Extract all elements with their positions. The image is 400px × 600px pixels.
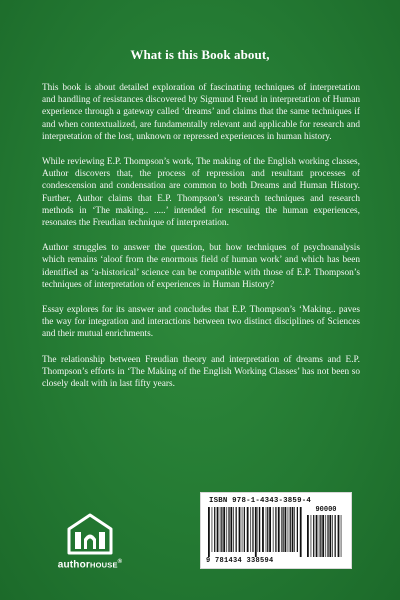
barcode-bar xyxy=(250,507,251,552)
ean-barcode-bars xyxy=(208,507,302,557)
barcode-bar xyxy=(247,507,249,552)
barcode-bar xyxy=(252,507,253,552)
publisher-name-part1: author xyxy=(57,559,90,571)
barcode-bar xyxy=(313,515,314,557)
barcode-bar xyxy=(220,507,221,552)
barcode-bar xyxy=(228,507,229,552)
cover-heading: What is this Book about, xyxy=(130,47,270,62)
barcode-bar xyxy=(281,507,282,552)
barcode-bar xyxy=(244,507,245,552)
barcode-bar xyxy=(242,507,243,552)
barcode-bar xyxy=(236,507,237,552)
barcode-bar xyxy=(297,507,298,552)
barcode-bar xyxy=(338,515,340,557)
barcode-bar xyxy=(230,507,232,552)
publisher-logo xyxy=(40,513,140,570)
barcode-bar xyxy=(290,507,291,552)
barcode-bar xyxy=(275,507,276,552)
barcode-bar xyxy=(262,507,264,552)
barcode-bar xyxy=(269,507,271,552)
isbn-text: ISBN 978-1-4343-3859-4 xyxy=(209,497,311,505)
registered-mark: ® xyxy=(117,559,123,565)
synopsis-paragraph-4: Essay explores for its answer and concludes that E.P. Thompson’s ‘Making.. paves the way for integration and interactions between two distinct disciplines of Sciences and their mutual enrichments. xyxy=(42,305,360,340)
barcode-bar xyxy=(322,515,324,557)
barcode-bar xyxy=(325,515,326,557)
barcode-bar xyxy=(288,507,289,552)
barcode-bar xyxy=(311,515,312,557)
barcode-bar xyxy=(214,507,215,552)
barcode-bar xyxy=(258,507,259,552)
barcode-bar xyxy=(255,507,257,557)
isbn-barcode xyxy=(200,492,352,569)
barcode-bar xyxy=(316,515,318,557)
barcode-bar xyxy=(217,507,219,552)
publisher-name xyxy=(40,559,140,570)
barcode-bar xyxy=(267,507,268,552)
barcode-bar xyxy=(266,507,267,552)
barcode-bar xyxy=(319,515,320,557)
barcode-bar xyxy=(320,515,321,557)
synopsis-paragraph-1: This book is about detailed exploration of fascinating techniques of interpretation and handling of resistances discovered by Sigmund Freud in interpretation of Human experience through a gateway called ‘dreams’ and claims that the same techniques if and when contextualized, are fundamentally relevant and applicable for research and interpretation of the lost, unknown or repressed experiences in human history. xyxy=(42,83,360,142)
barcode-bar xyxy=(327,515,328,557)
synopsis-paragraph-3: Author struggles to answer the question, but how techniques of psychoanalysis which remains ‘aloof from the enormous field of human work’ and which has been identified as ‘a-historical’ science can be compatible with those of E.P. Thompson’s techniques of interpretation of experiences in Human History? xyxy=(42,243,360,290)
barcode-bar xyxy=(282,507,283,552)
barcode-bar xyxy=(233,507,234,552)
synopsis xyxy=(42,82,360,403)
barcode-bar xyxy=(294,507,295,552)
ean-digits: 9 781434 338594 xyxy=(206,557,274,565)
barcode-bar xyxy=(300,507,302,557)
barcode-bar xyxy=(341,515,342,557)
synopsis-paragraph-2: While reviewing E.P. Thompson’s work, The making of the English working classes, Author discovers that, the process of repression and resultant processes of condescension and condensation are common to both Dreams and Human History. Further, Author claims that E.P. Thompson’s research techniques and research methods in ‘The making.. .....’ intended for rescuing the human experiences, resonates the Freudian technique of interpretation. xyxy=(42,157,360,229)
barcode-bar xyxy=(335,515,336,557)
authorhouse-logo-icon xyxy=(67,513,113,555)
barcode-bar xyxy=(278,507,280,552)
barcode-bar xyxy=(239,507,241,552)
barcode-bar xyxy=(292,507,294,552)
addon-barcode-bars xyxy=(307,515,343,557)
barcode-bar xyxy=(212,507,213,552)
barcode-bar xyxy=(226,507,227,552)
barcode-bar xyxy=(285,507,287,552)
barcode-bar xyxy=(208,507,210,557)
synopsis-paragraph-5: The relationship between Freudian theory and interpretation of dreams and E.P. Thompson’s efforts in ‘The Making of the English Working Classes’ has not been so closely dealt with in last fifty years. xyxy=(42,354,360,390)
barcode-bar xyxy=(273,507,274,552)
barcode-bar xyxy=(307,515,309,557)
publisher-name-part2: HOUSE xyxy=(90,560,118,570)
barcode-bar xyxy=(221,507,222,552)
barcode-bar xyxy=(259,507,260,552)
barcode-bar xyxy=(332,515,333,557)
barcode-bar xyxy=(223,507,225,552)
barcode-bar xyxy=(329,515,331,557)
addon-digits: 90000 xyxy=(315,506,337,514)
